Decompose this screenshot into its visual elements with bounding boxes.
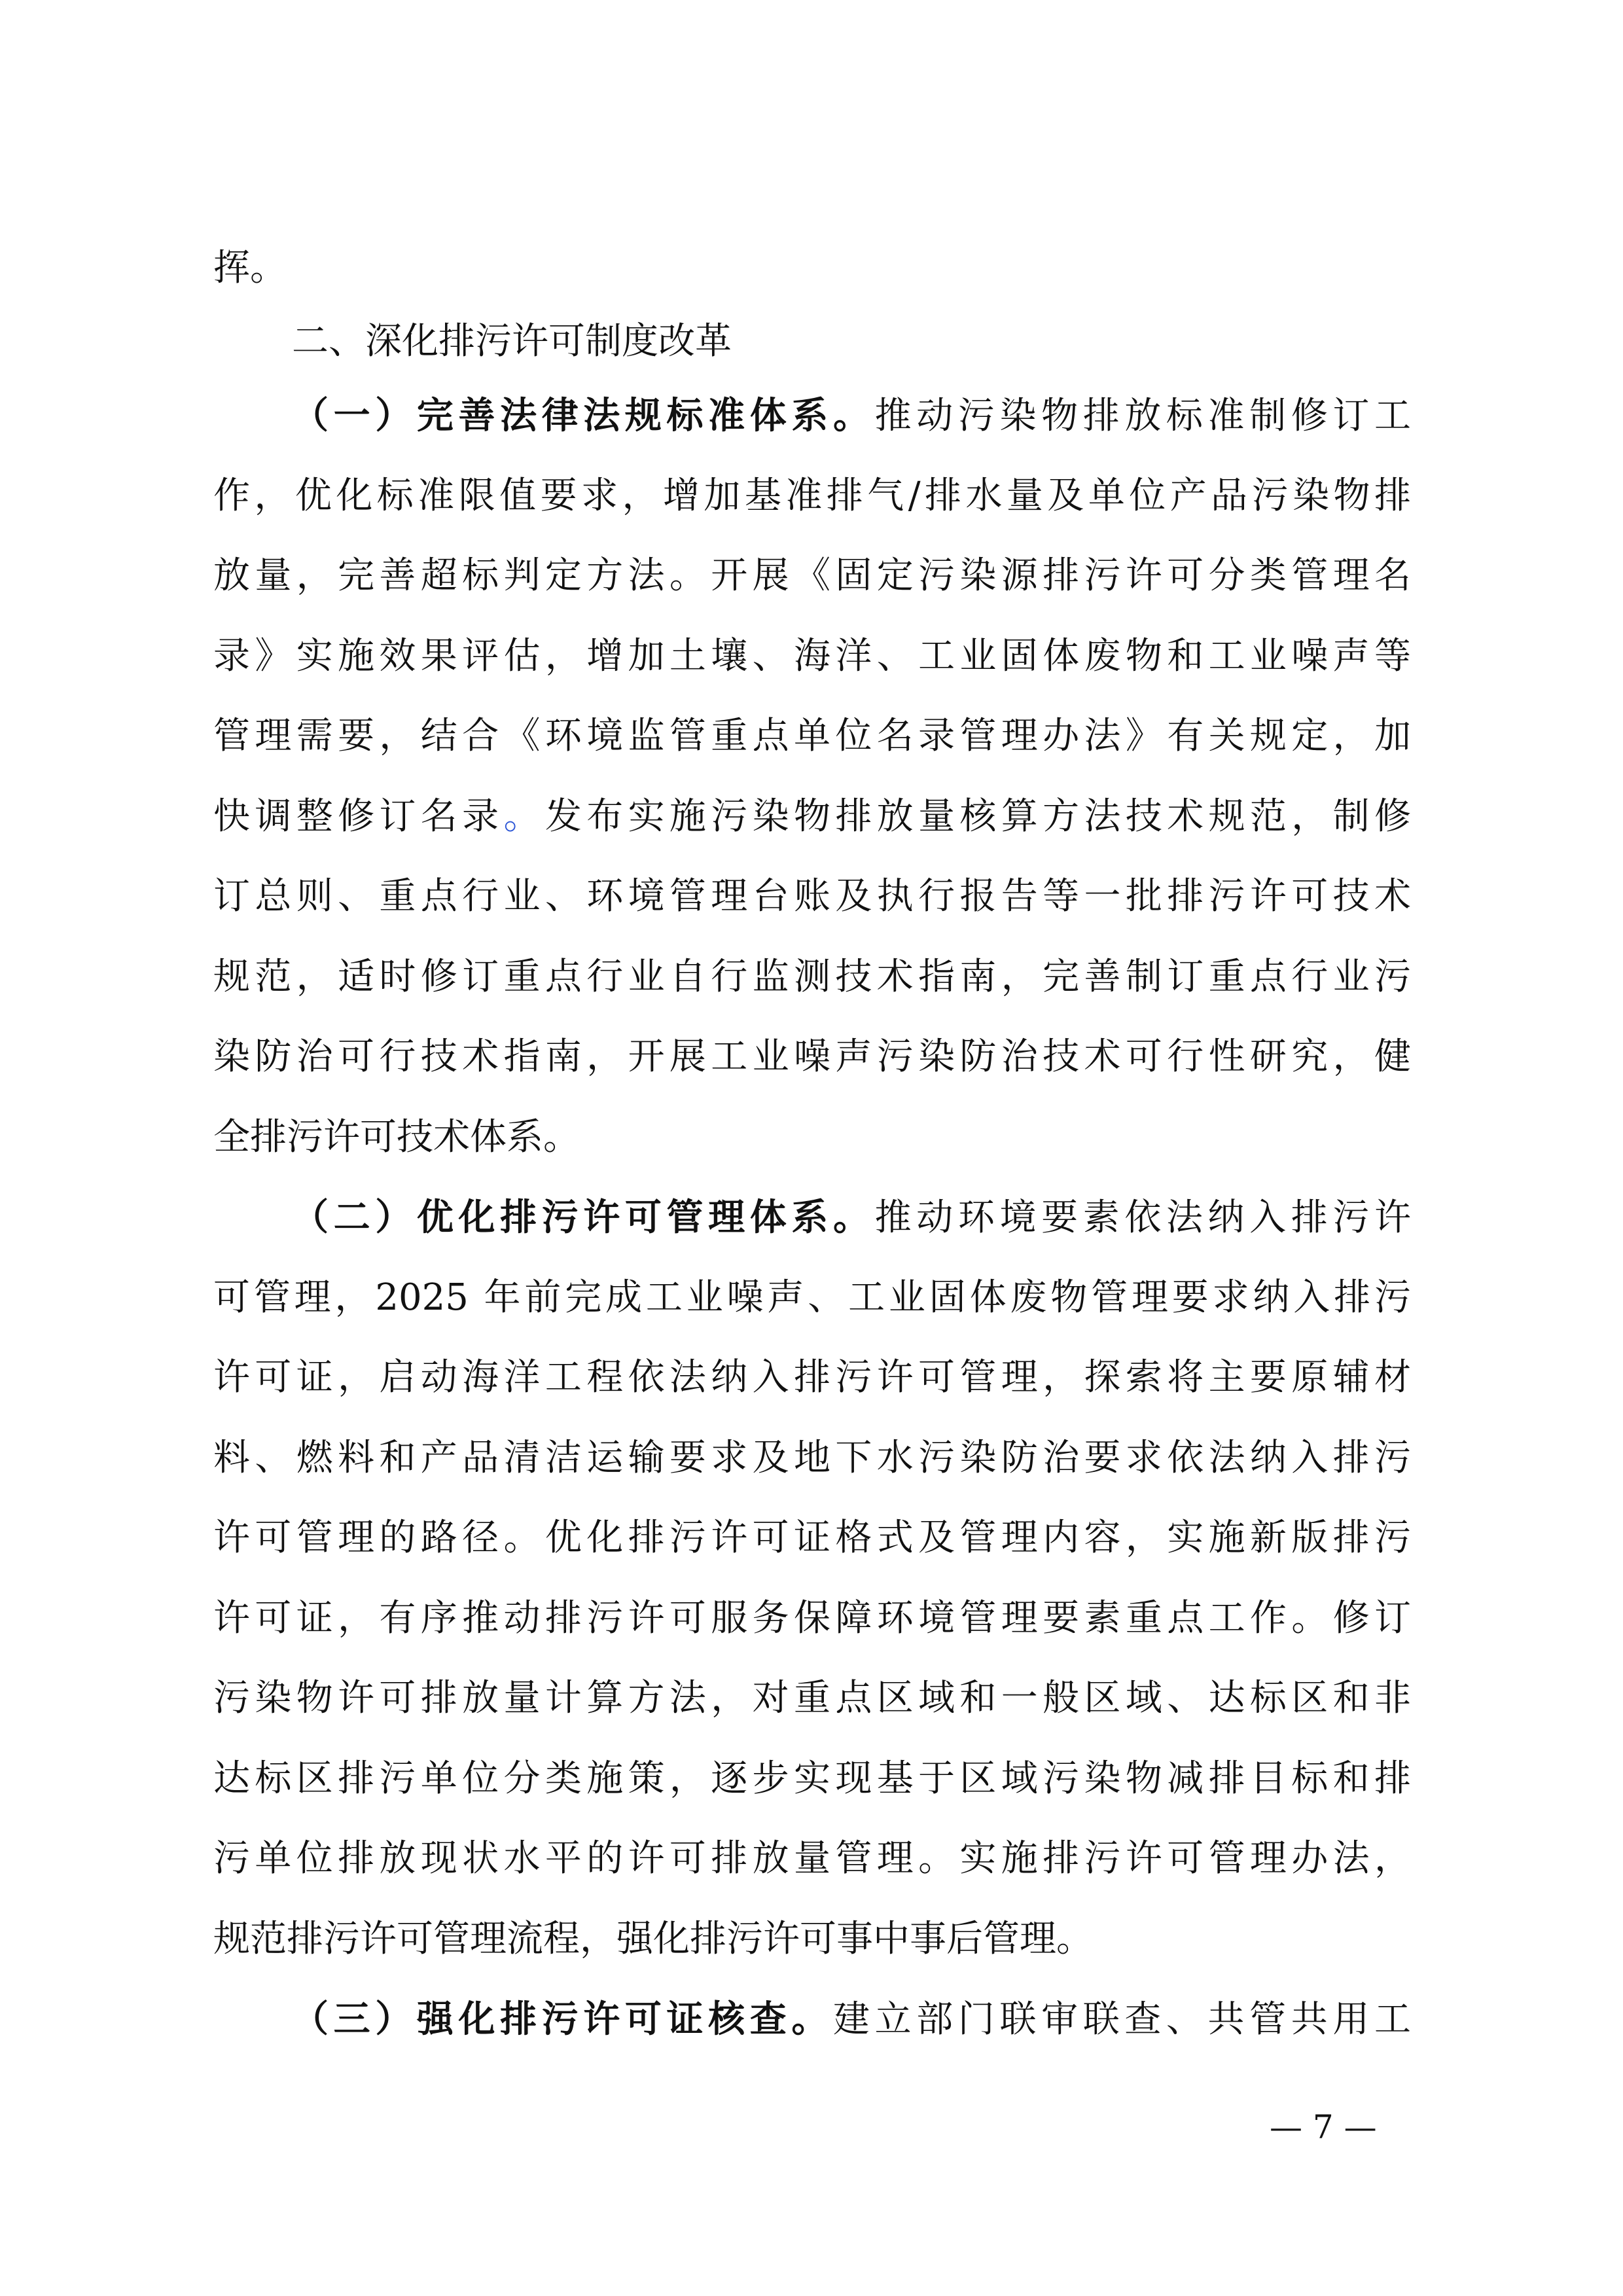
paragraph-line: 规范，适时修订重点行业自行监测技术指南，完善制订重点行业污 xyxy=(213,956,1411,998)
paragraph-line: 许可证，启动海洋工程依法纳入排污许可管理，探索将主要原辅材 xyxy=(213,1356,1411,1399)
paragraph-line: 污单位排放现状水平的许可排放量管理。实施排污许可管理办法， xyxy=(213,1837,1411,1880)
paragraph-line: 许可管理的路径。优化排污许可证格式及管理内容，实施新版排污 xyxy=(213,1516,1411,1559)
paragraph-text: 建立部门联审联查、共管共用工 xyxy=(833,1998,1412,2041)
paragraph-line: 管理需要，结合《环境监管重点单位名录管理办法》有关规定，加 xyxy=(213,715,1411,757)
paragraph-line: 作，优化标准限值要求，增加基准排气/排水量及单位产品污染物排 xyxy=(213,475,1411,517)
paragraph-text: 推动环境要素依法纳入排污许 xyxy=(874,1196,1412,1239)
paragraph-line: 可管理，2025 年前完成工业噪声、工业固体废物管理要求纳入排污 xyxy=(213,1276,1411,1319)
paragraph-text: 推动污染物排放标准制修订工 xyxy=(874,395,1412,437)
paragraph-line: 污染物许可排放量计算方法，对重点区域和一般区域、达标区和非 xyxy=(213,1677,1411,1719)
paragraph-line: 许可证，有序推动排污许可服务保障环境管理要素重点工作。修订 xyxy=(213,1597,1411,1640)
paragraph-line xyxy=(292,1194,1411,1241)
paragraph-line: 规范排污许可管理流程，强化排污许可事中事后管理。 xyxy=(213,1918,1093,1960)
paragraph-line: 录》实施效果评估，增加土壤、海洋、工业固体废物和工业噪声等 xyxy=(213,635,1411,677)
paragraph-line xyxy=(213,794,1411,840)
subsection-heading: （三）强化排污许可证核查。 xyxy=(292,1998,833,2041)
paragraph-line: 达标区排污单位分类施策，逐步实现基于区域污染物减排目标和排 xyxy=(213,1757,1411,1800)
paragraph-line xyxy=(292,393,1411,439)
highlighted-period: 。 xyxy=(503,795,545,838)
paragraph-text: 快调整修订名录 xyxy=(213,795,504,838)
paragraph-line: 挥。 xyxy=(213,247,287,289)
paragraph-line: 订总则、重点行业、环境管理台账及执行报告等一批排污许可技术 xyxy=(213,875,1411,918)
paragraph-line: 全排污许可技术体系。 xyxy=(213,1116,580,1158)
paragraph-line xyxy=(292,1996,1411,2043)
paragraph-text: 发布实施污染物排放量核算方法技术规范，制修 xyxy=(544,795,1412,838)
paragraph-line: 料、燃料和产品清洁运输要求及地下水污染防治要求依法纳入排污 xyxy=(213,1437,1411,1479)
subsection-heading: （一）完善法律法规标准体系。 xyxy=(292,394,875,437)
paragraph-line: 染防治可行技术指南，开展工业噪声污染防治技术可行性研究，健 xyxy=(213,1035,1411,1078)
page-number: — 7 — xyxy=(1270,2108,1377,2146)
subsection-heading: （二）优化排污许可管理体系。 xyxy=(292,1196,875,1239)
section-heading: 二、深化排污许可制度改革 xyxy=(292,320,732,363)
paragraph-line: 放量，完善超标判定方法。开展《固定污染源排污许可分类管理名 xyxy=(213,554,1411,597)
